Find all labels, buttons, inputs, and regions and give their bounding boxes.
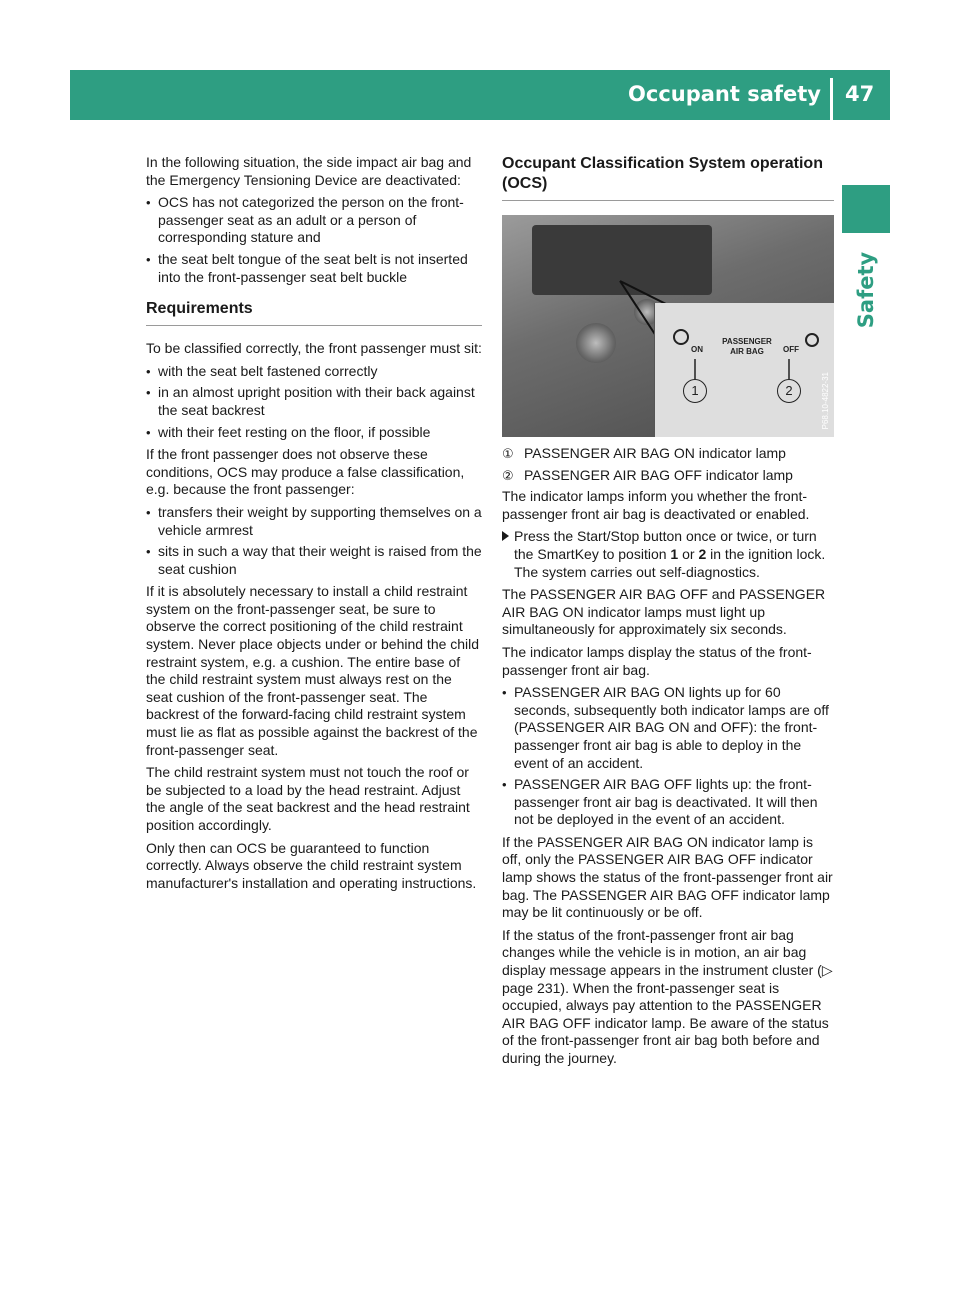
intro-paragraph: In the following situation, the side impact air bag and the Emergency Tensioning Device are deactivated: <box>146 154 472 188</box>
false-classification-paragraph: If the front passenger does not observe these conditions, OCS may produce a false classification, e.g. because the front passenger: <box>146 446 465 498</box>
motion-text-post: ). When the front-passenger seat is occupied, always pay attention to the PASSENGER AIR BAG OFF indicator lamp. Be aware of the status of the front-passenger front air bag both before and during the journey. <box>502 979 829 1066</box>
list-item: • the seat belt tongue of the seat belt is not inserted into the front-passenger seat belt buckle <box>146 251 482 286</box>
motion-paragraph <box>502 927 834 1068</box>
intro-bullet-list <box>146 194 482 286</box>
step-result: The system carries out self-diagnostics. <box>514 563 760 580</box>
ocs-heading: Occupant Classification System operation (OCS) <box>502 154 834 201</box>
chapter-tab <box>842 185 890 233</box>
requirements-bullet-list <box>146 363 482 441</box>
ocs-indicator-figure <box>502 215 834 437</box>
child-restraint-paragraph: Only then can OCS be guaranteed to function correctly. Always observe the child restraint system manufacturer's installation and operating instructions. <box>146 839 477 891</box>
figure-code: P68.10-4822-31 <box>821 371 830 429</box>
chapter-label-text: Safety <box>854 251 878 329</box>
instruction-step <box>502 528 834 581</box>
callout-leader-lines <box>655 303 834 437</box>
legend-text: PASSENGER AIR BAG ON indicator lamp <box>524 445 786 461</box>
chapter-label <box>842 240 890 340</box>
child-restraint-paragraph: The child restraint system must not touch the roof or be subjected to a load by the head restraint. Adjust the angle of the seat backrest and the head restraint position accordingly. <box>146 764 470 833</box>
zoom-airbag-label: AIR BAG <box>730 347 764 356</box>
step-text-or: or <box>678 545 699 562</box>
list-item: • PASSENGER AIR BAG OFF lights up: the front-passenger front air bag is deactivated. It will then not be deployed in the event of an accident. <box>502 776 834 829</box>
zoom-passenger-label: PASSENGER <box>722 337 772 346</box>
list-item: • transfers their weight by supporting themselves on a vehicle armrest <box>146 504 482 539</box>
list-item: • sits in such a way that their weight is raised from the seat cushion <box>146 543 482 578</box>
page-number: 47 <box>845 82 875 106</box>
position-1: 1 <box>670 545 679 562</box>
zoom-on-label: ON <box>691 345 703 354</box>
requirements-heading: Requirements <box>146 299 482 326</box>
legend-item <box>502 445 834 463</box>
legend-number: ② <box>502 467 514 483</box>
list-item: • OCS has not categorized the person on the front-passenger seat as an adult or a person of corresponding stature and <box>146 194 482 247</box>
false-classification-bullet-list <box>146 504 482 578</box>
callout-1: 1 <box>683 379 707 403</box>
legend-item <box>502 467 834 485</box>
motion-text-pre: If the status of the front-passenger front air bag changes while the vehicle is in motion, an air bag display message appears in the instrument cluster ( <box>502 926 822 979</box>
step-arrow-icon <box>502 531 509 541</box>
left-column <box>146 154 482 897</box>
header-bar <box>70 70 890 120</box>
step-text-pre: Press the Start/Stop button once or twice, or turn the SmartKey to position <box>514 528 817 562</box>
off-paragraph: If the PASSENGER AIR BAG ON indicator lamp is off, only the PASSENGER AIR BAG OFF indicator lamp shows the status of the front-passenger front air bag. The PASSENGER AIR BAG OFF indicator lamp may be lit continuously or be off. <box>502 833 833 921</box>
step-text-post: in the ignition lock. <box>706 545 826 562</box>
list-item: • in an almost upright position with their back against the seat backrest <box>146 384 482 419</box>
right-column <box>502 154 834 1073</box>
indicator-paragraph: The indicator lamps inform you whether the front-passenger front air bag is deactivated or enabled. <box>502 488 810 522</box>
zoom-off-label: OFF <box>783 345 799 354</box>
legend-text: PASSENGER AIR BAG OFF indicator lamp <box>524 466 793 483</box>
status-bullet-list <box>502 684 834 829</box>
requirements-intro: To be classified correctly, the front passenger must sit: <box>146 340 482 357</box>
position-2: 2 <box>698 545 707 562</box>
simultaneous-paragraph: The PASSENGER AIR BAG OFF and PASSENGER AIR BAG ON indicator lamps must light up simultaneously for approximately six seconds. <box>502 586 826 638</box>
status-paragraph: The indicator lamps display the status of the front-passenger front air bag. <box>502 643 812 678</box>
header-divider <box>830 78 833 120</box>
section-title: Occupant safety <box>628 82 821 106</box>
list-item: • with their feet resting on the floor, if possible <box>146 424 482 442</box>
list-item: • PASSENGER AIR BAG ON lights up for 60 seconds, subsequently both indicator lamps are off (PASSENGER AIR BAG ON and OFF): the front-passenger front air bag is able to deploy in the event of an accident. <box>502 684 834 772</box>
legend-number: ① <box>502 446 514 461</box>
child-restraint-paragraph: If it is absolutely necessary to install a child restraint system on the front-passenger seat, be sure to observe the correct positioning of the child restraint system. Never place objects under or behind the child restraint system, e.g. a cushion. The entire base of the child restraint system must always rest on the seat cushion of the front-passenger seat. The backrest of the forward-facing child restraint system must lie as flat as possible against the backrest of the front-passenger seat. <box>146 583 480 758</box>
page-reference-link[interactable]: ▷ page 231 <box>502 962 833 996</box>
list-item: • with the seat belt fastened correctly <box>146 363 482 381</box>
figure-zoom-detail <box>654 303 834 437</box>
callout-2: 2 <box>777 379 801 403</box>
